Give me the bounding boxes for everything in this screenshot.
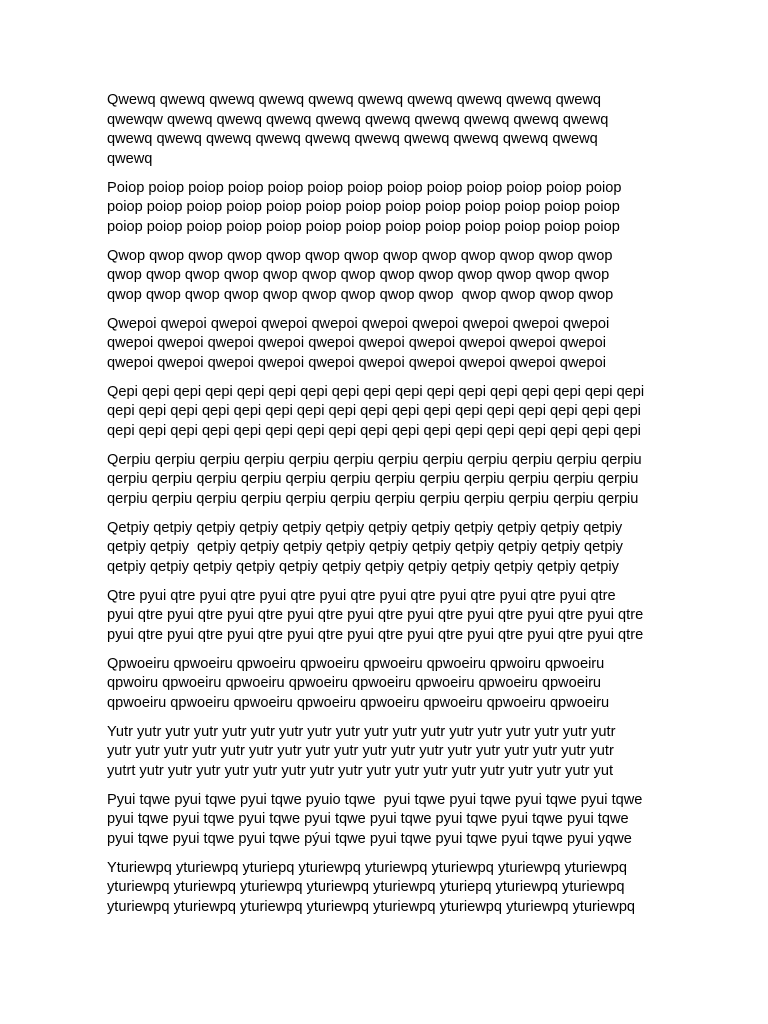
text-line: pyui tqwe pyui tqwe pyui tqwe pýui tqwe pyui tqwe pyui tqwe pyui tqwe pyui yqwe bbox=[107, 830, 632, 847]
paragraph bbox=[107, 791, 667, 850]
paragraph bbox=[107, 179, 667, 238]
text-line: Qtre pyui qtre pyui qtre pyui qtre pyui qtre pyui qtre pyui qtre pyui qtre pyui qtre bbox=[107, 587, 616, 604]
text-line: pyui tqwe pyui tqwe pyui tqwe pyui tqwe pyui tqwe pyui tqwe pyui tqwe pyui tqwe bbox=[107, 811, 629, 827]
text-line: Poiop poiop poiop poiop poiop poiop poiop poiop poiop poiop poiop poiop poiop bbox=[107, 179, 622, 196]
text-line: pyui qtre pyui qtre pyui qtre pyui qtre pyui qtre pyui qtre pyui qtre pyui qtre pyui qtre bbox=[107, 626, 644, 643]
text-line: qerpiu qerpiu qerpiu qerpiu qerpiu qerpiu qerpiu qerpiu qerpiu qerpiu qerpiu qerpiu bbox=[107, 471, 639, 487]
text-line: qetpiy qetpiy qetpiy qetpiy qetpiy qetpiy qetpiy qetpiy qetpiy qetpiy qetpiy qetpiy bbox=[107, 539, 623, 555]
paragraph bbox=[107, 451, 667, 510]
text-line: Qerpiu qerpiu qerpiu qerpiu qerpiu qerpiu qerpiu qerpiu qerpiu qerpiu qerpiu qerpiu bbox=[107, 451, 642, 468]
text-line: yturiewpq yturiewpq yturiewpq yturiewpq yturiewpq yturiepq yturiewpq yturiewpq bbox=[107, 879, 625, 895]
paragraph bbox=[107, 859, 667, 918]
text-line: qerpiu qerpiu qerpiu qerpiu qerpiu qerpiu qerpiu qerpiu qerpiu qerpiu qerpiu qerpiu bbox=[107, 490, 639, 507]
text-line: qwop qwop qwop qwop qwop qwop qwop qwop qwop qwop qwop qwop qwop bbox=[107, 267, 610, 283]
text-line: Qwepoi qwepoi qwepoi qwepoi qwepoi qwepoi qwepoi qwepoi qwepoi qwepoi bbox=[107, 315, 610, 332]
paragraph bbox=[107, 315, 667, 374]
text-line: qpwoeiru qpwoeiru qpwoeiru qpwoeiru qpwoeiru qpwoeiru qpwoeiru qpwoeiru bbox=[107, 694, 610, 711]
text-line: Yturiewpq yturiewpq yturiepq yturiewpq yturiewpq yturiewpq yturiewpq yturiewpq bbox=[107, 859, 627, 876]
text-line: Yutr yutr yutr yutr yutr yutr yutr yutr yutr yutr yutr yutr yutr yutr yutr yutr yutr yutr bbox=[107, 723, 616, 740]
paragraph bbox=[107, 383, 667, 442]
text-line: yturiewpq yturiewpq yturiewpq yturiewpq yturiewpq yturiewpq yturiewpq yturiewpq bbox=[107, 898, 636, 915]
text-line: qetpiy qetpiy qetpiy qetpiy qetpiy qetpiy qetpiy qetpiy qetpiy qetpiy qetpiy qetpiy bbox=[107, 558, 619, 575]
paragraph bbox=[107, 587, 667, 646]
text-line: Qwop qwop qwop qwop qwop qwop qwop qwop qwop qwop qwop qwop qwop bbox=[107, 247, 613, 264]
text-line: qwewqw qwewq qwewq qwewq qwewq qwewq qwewq qwewq qwewq qwewq bbox=[107, 111, 609, 128]
text-line: qepi qepi qepi qepi qepi qepi qepi qepi qepi qepi qepi qepi qepi qepi qepi qepi qepi bbox=[107, 422, 641, 439]
text-line: pyui qtre pyui qtre pyui qtre pyui qtre pyui qtre pyui qtre pyui qtre pyui qtre pyui qtre bbox=[107, 607, 644, 623]
text-line: poiop poiop poiop poiop poiop poiop poiop poiop poiop poiop poiop poiop poiop bbox=[107, 199, 620, 215]
text-line: qpwoiru qpwoeiru qpwoeiru qpwoeiru qpwoeiru qpwoeiru qpwoeiru qpwoeiru bbox=[107, 675, 602, 691]
text-line: Qetpiy qetpiy qetpiy qetpiy qetpiy qetpiy qetpiy qetpiy qetpiy qetpiy qetpiy qetpiy bbox=[107, 519, 623, 536]
text-line: qepi qepi qepi qepi qepi qepi qepi qepi qepi qepi qepi qepi qepi qepi qepi qepi qepi bbox=[107, 403, 641, 419]
text-line: qwepoi qwepoi qwepoi qwepoi qwepoi qwepoi qwepoi qwepoi qwepoi qwepoi bbox=[107, 335, 606, 351]
text-line: Qpwoeiru qpwoeiru qpwoeiru qpwoeiru qpwoeiru qpwoeiru qpwoiru qpwoeiru bbox=[107, 655, 605, 672]
text-line: poiop poiop poiop poiop poiop poiop poiop poiop poiop poiop poiop poiop poiop bbox=[107, 218, 620, 235]
text-line: qwop qwop qwop qwop qwop qwop qwop qwop qwop qwop qwop qwop qwop bbox=[107, 286, 614, 303]
text-line: qwepoi qwepoi qwepoi qwepoi qwepoi qwepoi qwepoi qwepoi qwepoi qwepoi bbox=[107, 354, 606, 371]
paragraph bbox=[107, 247, 667, 306]
document-body bbox=[107, 91, 667, 927]
text-line: qwewq bbox=[107, 150, 153, 167]
paragraph bbox=[107, 723, 667, 782]
text-line: qwewq qwewq qwewq qwewq qwewq qwewq qwewq qwewq qwewq qwewq bbox=[107, 131, 598, 147]
paragraph bbox=[107, 655, 667, 714]
text-line: Qwewq qwewq qwewq qwewq qwewq qwewq qwewq qwewq qwewq qwewq bbox=[107, 92, 601, 108]
text-line: Qepi qepi qepi qepi qepi qepi qepi qepi qepi qepi qepi qepi qepi qepi qepi qepi qepi bbox=[107, 383, 645, 400]
text-line: yutrt yutr yutr yutr yutr yutr yutr yutr yutr yutr yutr yutr yutr yutr yutr yutr yutr yut bbox=[107, 762, 614, 779]
text-line: Pyui tqwe pyui tqwe pyui tqwe pyuio tqwe pyui tqwe pyui tqwe pyui tqwe pyui tqwe bbox=[107, 791, 643, 808]
text-line: yutr yutr yutr yutr yutr yutr yutr yutr yutr yutr yutr yutr yutr yutr yutr yutr yutr yutr bbox=[107, 743, 614, 759]
paragraph bbox=[107, 519, 667, 578]
paragraph bbox=[107, 91, 667, 169]
